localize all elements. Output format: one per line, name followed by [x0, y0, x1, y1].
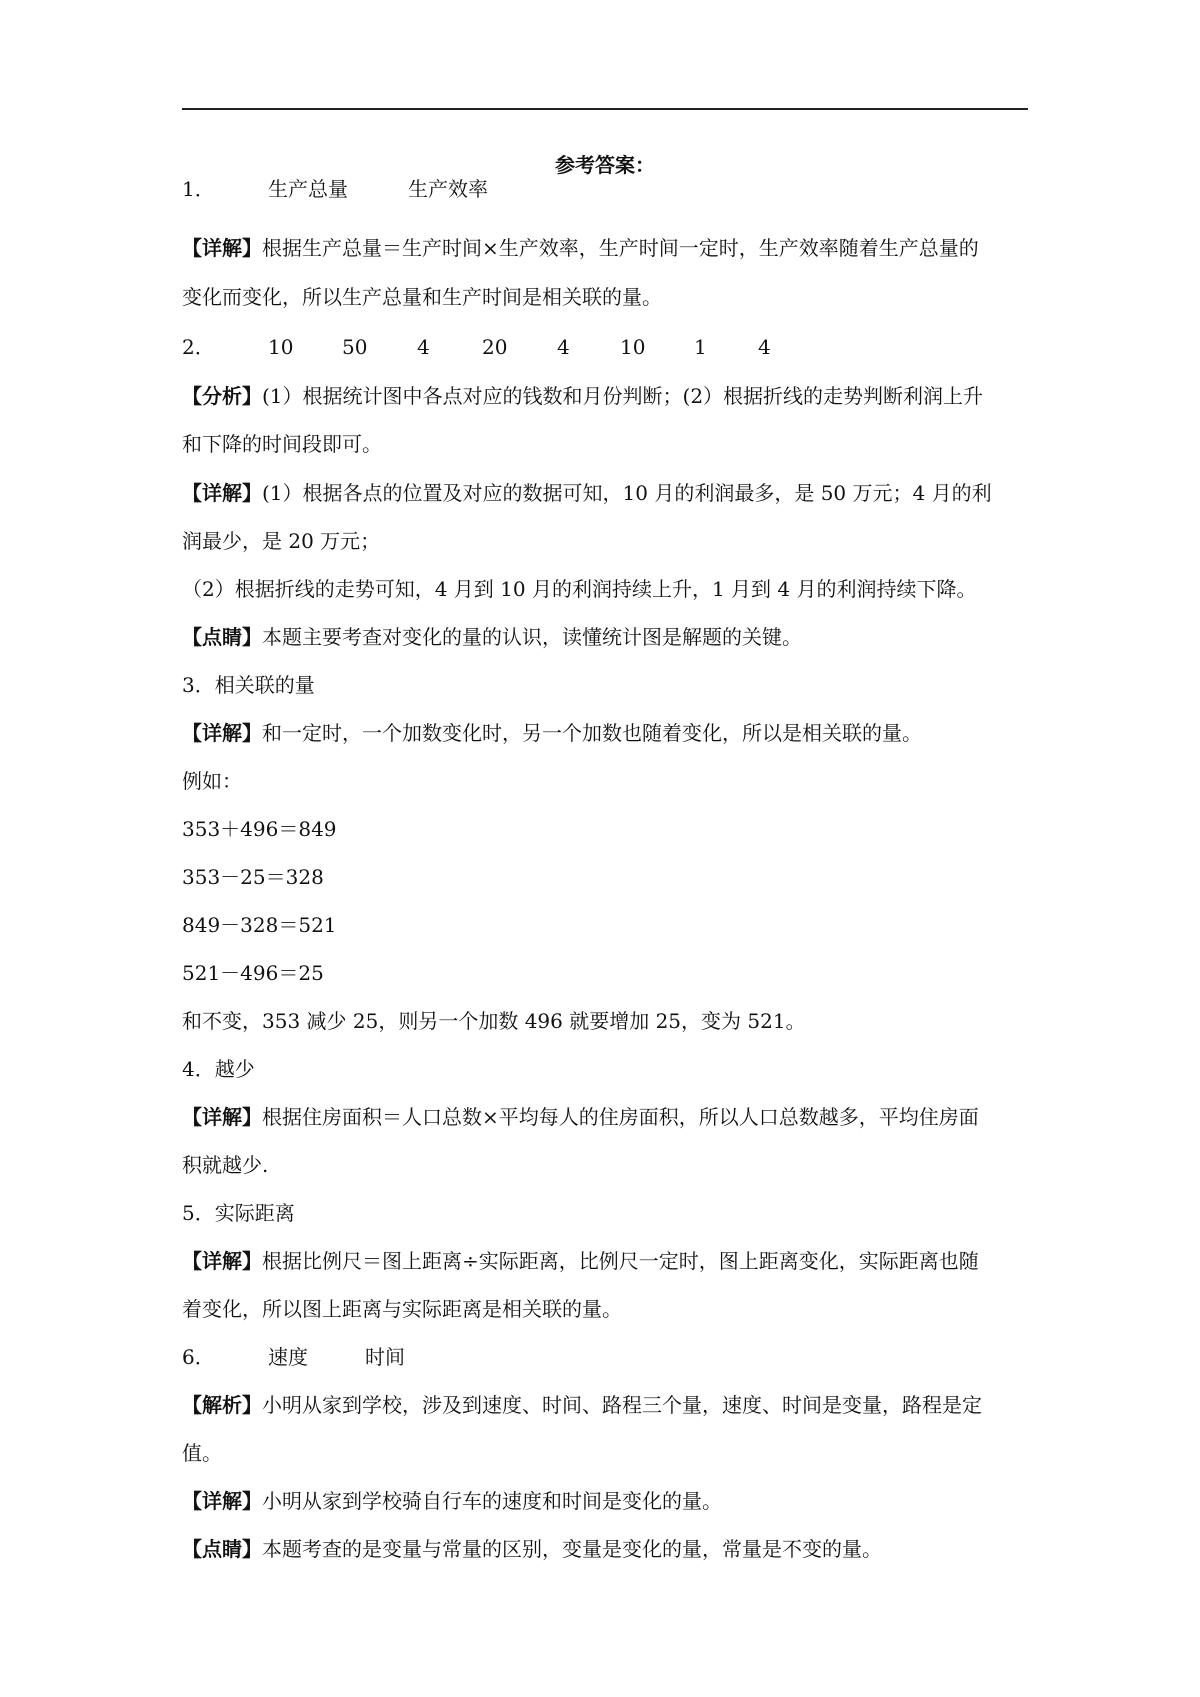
page-title: 参考答案：	[555, 153, 655, 177]
q4-detail-line1	[182, 1102, 1028, 1132]
q2-answer-6: 10	[620, 335, 646, 359]
q2-answer-line	[182, 332, 1028, 362]
q1-detail-line1	[182, 233, 1028, 263]
q6-answer-line	[182, 1342, 1028, 1372]
q4-detail-tag: 【详解】	[182, 1105, 262, 1129]
q6-analysis-text2: 值。	[182, 1441, 222, 1465]
q3-example-label: 例如：	[182, 769, 242, 793]
q2-answer-2: 50	[342, 335, 368, 359]
q3-equation-1: 353＋496＝849	[182, 817, 337, 841]
q1-detail-tag: 【详解】	[182, 236, 262, 260]
q6-comment-tag: 【点睛】	[182, 1537, 262, 1561]
q2-answer-8: 4	[758, 335, 771, 359]
q3-detail-tag: 【详解】	[182, 721, 262, 745]
q2-answer-4: 20	[482, 335, 508, 359]
q2-comment-tag: 【点睛】	[182, 625, 262, 649]
q2-analysis-text2: 和下降的时间段即可。	[182, 432, 382, 456]
q6-detail-line	[182, 1486, 1028, 1516]
q2-detail-text2: 润最少，是 20 万元；	[182, 529, 381, 553]
q5-detail-text1: 根据比例尺＝图上距离÷实际距离，比例尺一定时，图上距离变化，实际距离也随	[262, 1249, 979, 1273]
q2-answer-7: 1	[694, 335, 707, 359]
q6-comment-text: 本题考查的是变量与常量的区别，变量是变化的量，常量是不变的量。	[262, 1537, 882, 1561]
q2-comment-text: 本题主要考查对变化的量的认识，读懂统计图是解题的关键。	[262, 625, 802, 649]
q1-answer-2: 生产效率	[408, 177, 488, 201]
q6-comment-line	[182, 1534, 1028, 1564]
q2-number: 2．	[182, 335, 215, 359]
q3-detail-line	[182, 718, 1028, 748]
q2-detail-text1: (1）根据各点的位置及对应的数据可知，10 月的利润最多，是 50 万元；4 月的利	[262, 481, 992, 505]
q2-analysis-line1	[182, 381, 1028, 411]
q4-detail-text1: 根据住房面积＝人口总数×平均每人的住房面积，所以人口总数越多，平均住房面	[262, 1105, 979, 1129]
q4-detail-text2: 积就越少.	[182, 1153, 269, 1177]
q6-detail-text: 小明从家到学校骑自行车的速度和时间是变化的量。	[262, 1489, 722, 1513]
q2-detail-tag: 【详解】	[182, 481, 262, 505]
q3-equation-2: 353－25＝328	[182, 865, 324, 889]
q2-analysis-tag: 【分析】	[182, 384, 262, 408]
header-rule	[182, 108, 1028, 110]
q3-conclusion: 和不变，353 减少 25，则另一个加数 496 就要增加 25，变为 521。	[182, 1009, 806, 1033]
q6-detail-tag: 【详解】	[182, 1489, 262, 1513]
q6-answer-1: 速度	[268, 1345, 308, 1369]
q2-detail-line1	[182, 478, 1028, 508]
q1-detail-text2: 变化而变化，所以生产总量和生产时间是相关联的量。	[182, 285, 662, 309]
q5-heading: 5．实际距离	[182, 1201, 295, 1225]
q1-answer-1: 生产总量	[268, 177, 348, 201]
q6-number: 6．	[182, 1345, 215, 1369]
q6-analysis-text1: 小明从家到学校，涉及到速度、时间、路程三个量，速度、时间是变量，路程是定	[262, 1393, 982, 1417]
q5-detail-text2: 着变化，所以图上距离与实际距离是相关联的量。	[182, 1297, 622, 1321]
q5-detail-line1	[182, 1246, 1028, 1276]
q6-answer-2: 时间	[365, 1345, 405, 1369]
q3-detail-text: 和一定时，一个加数变化时，另一个加数也随着变化，所以是相关联的量。	[262, 721, 922, 745]
q2-comment-line	[182, 622, 1028, 652]
q2-answer-5: 4	[557, 335, 570, 359]
q3-equation-4: 521－496＝25	[182, 961, 324, 985]
q1-answer-line	[182, 174, 1028, 204]
q6-analysis-line1	[182, 1390, 1028, 1420]
q2-answer-3: 4	[417, 335, 430, 359]
q2-answer-1: 10	[268, 335, 294, 359]
q1-detail-text1: 根据生产总量＝生产时间×生产效率，生产时间一定时，生产效率随着生产总量的	[262, 236, 979, 260]
q4-heading: 4．越少	[182, 1057, 255, 1081]
q3-heading: 3．相关联的量	[182, 673, 315, 697]
q2-detail-text3: （2）根据折线的走势可知，4 月到 10 月的利润持续上升，1 月到 4 月的利润持续下降。	[182, 577, 977, 601]
q6-analysis-tag: 【解析】	[182, 1393, 262, 1417]
q1-number: 1．	[182, 177, 215, 201]
q3-equation-3: 849－328＝521	[182, 913, 337, 937]
q5-detail-tag: 【详解】	[182, 1249, 262, 1273]
q2-analysis-text1: (1）根据统计图中各点对应的钱数和月份判断；(2）根据折线的走势判断利润上升	[262, 384, 984, 408]
